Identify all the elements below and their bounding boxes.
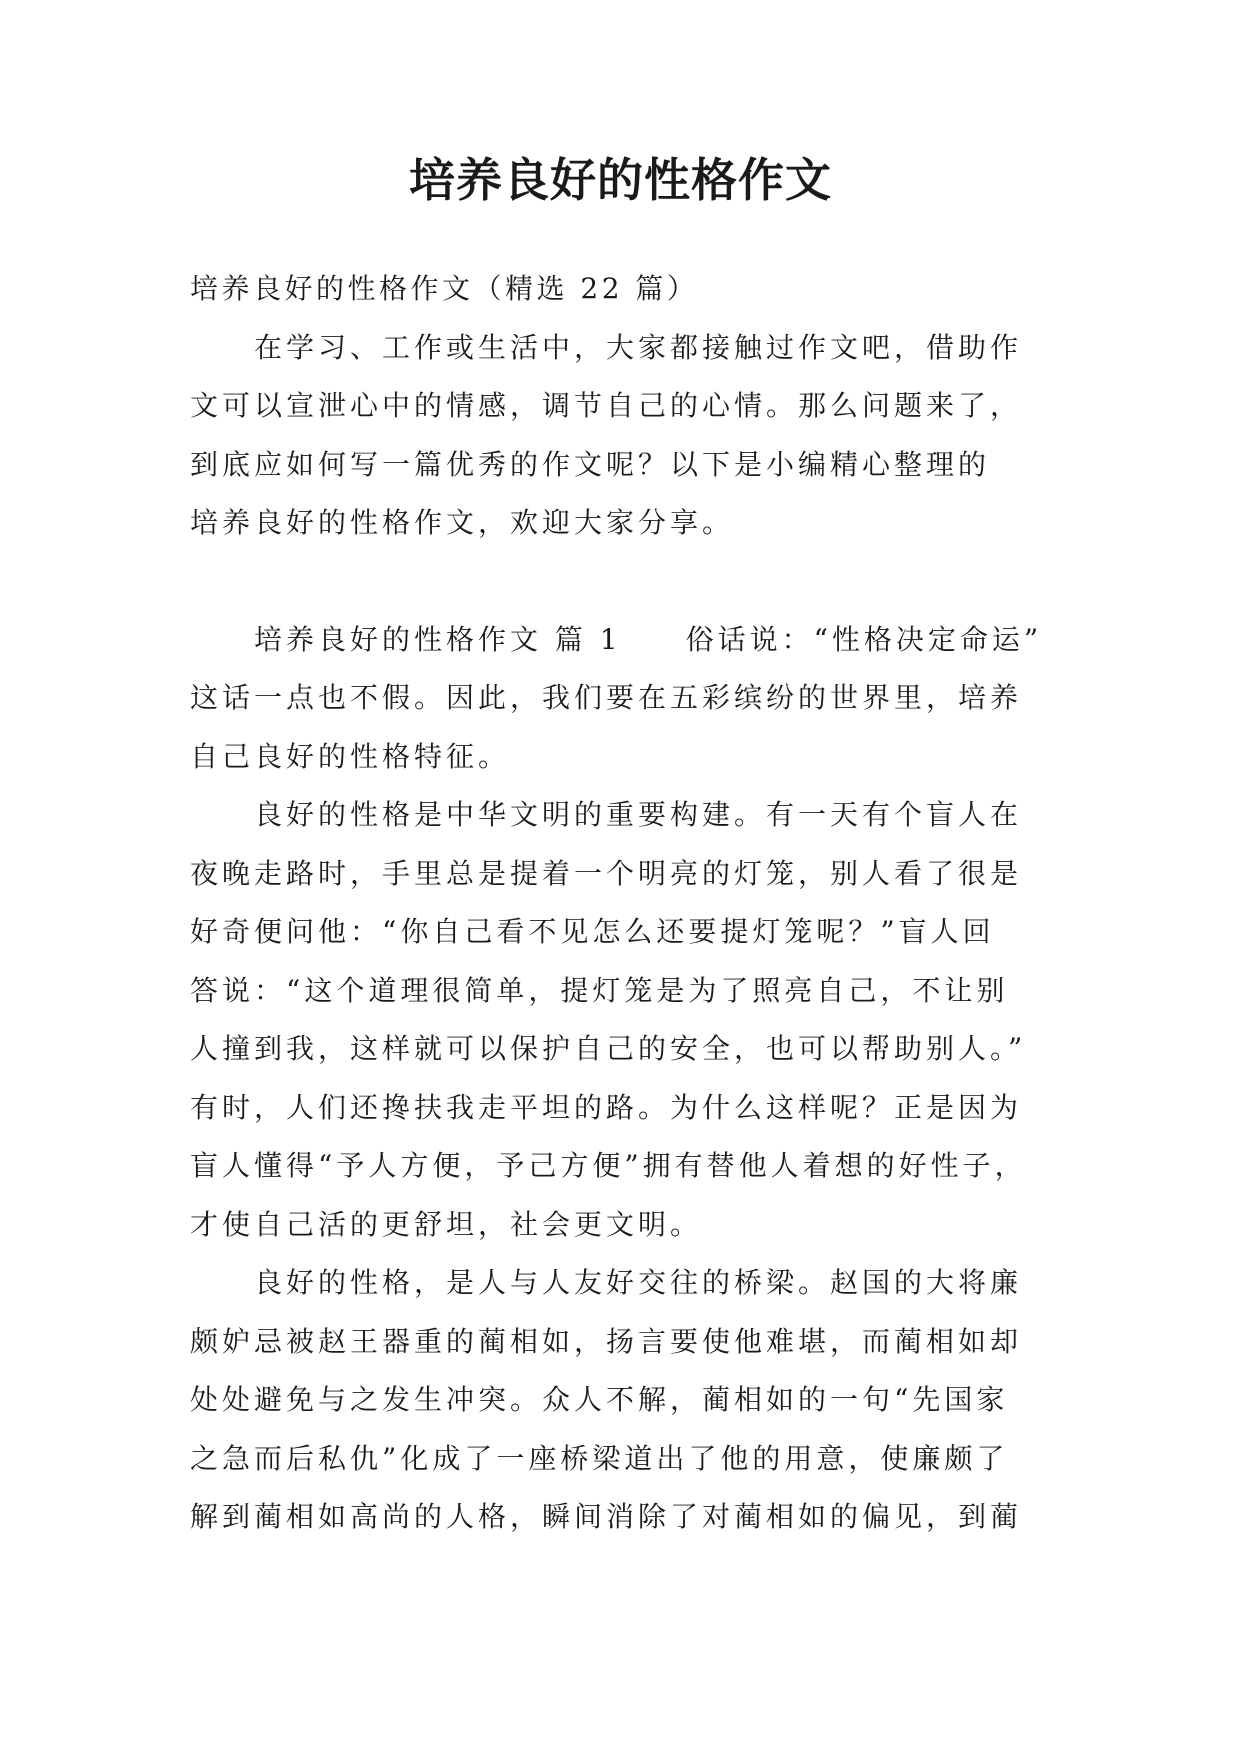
essay1-p2-line-3: 好奇便问他：“你自己看不见怎么还要提灯笼呢？”盲人回	[190, 915, 995, 948]
essay1-p2-line-8: 才使自己活的更舒坦，社会更文明。	[190, 1207, 703, 1241]
essay1-p1-line-3: 自己良好的性格特征。	[190, 739, 511, 773]
document-subtitle	[190, 260, 1056, 319]
paragraph-gap	[190, 553, 1056, 611]
intro-line-3: 到底应如何写一篇优秀的作文呢？以下是小编精心整理的	[190, 447, 991, 481]
essay1-p2-line-6: 有时，人们还搀扶我走平坦的路。为什么这样呢？正是因为	[190, 1090, 1023, 1124]
essay1-p2-line-7: 盲人懂得“予人方便，予己方便”拥有替他人着想的好性子，	[190, 1149, 1027, 1182]
essay1-p2-line-1: 良好的性格是中华文明的重要构建。有一天有个盲人在	[190, 798, 1023, 831]
essay1-p2-line-4: 答说：“这个道理很简单，提灯笼是为了照亮自己，不让别	[190, 973, 1009, 1007]
intro-paragraph	[190, 319, 1056, 553]
subtitle-line: 培养良好的性格作文（精选 22 篇）	[190, 272, 699, 305]
intro-line-2: 文可以宣泄心中的情感，调节自己的心情。那么问题来了，	[190, 389, 1023, 422]
essay1-p2-line-5: 人撞到我，这样就可以保护自己的安全，也可以帮助别人。”	[190, 1032, 1027, 1065]
essay1-p3-line-4: 之急而后私仇”化成了一座桥梁道出了他的用意，使廉颇了	[190, 1441, 1009, 1475]
document-body	[190, 260, 1056, 1547]
essay1-p3-line-3: 处处避免与之发生冲突。众人不解，蔺相如的一句“先国家	[190, 1383, 1009, 1416]
essay1-paragraph-1	[190, 611, 1056, 787]
intro-line-4: 培养良好的性格作文，欢迎大家分享。	[190, 506, 735, 539]
document-title: 培养良好的性格作文	[409, 153, 832, 207]
essay1-p3-line-2: 颇妒忌被赵王器重的蔺相如，扬言要使他难堪，而蔺相如却	[190, 1324, 1023, 1358]
essay1-paragraph-3	[190, 1254, 1056, 1547]
essay1-p1-line-2: 这话一点也不假。因此，我们要在五彩缤纷的世界里，培养	[190, 681, 1023, 714]
essay1-p1-line-1: 培养良好的性格作文 篇 1 俗话说：“性格决定命运”	[190, 622, 1043, 656]
essay1-paragraph-2	[190, 786, 1056, 1254]
essay1-p3-line-5: 解到蔺相如高尚的人格，瞬间消除了对蔺相如的偏见，到蔺	[190, 1500, 1023, 1533]
essay1-p3-line-1: 良好的性格，是人与人友好交往的桥梁。赵国的大将廉	[190, 1266, 1023, 1299]
essay1-p2-line-2: 夜晚走路时，手里总是提着一个明亮的灯笼，别人看了很是	[190, 856, 1023, 890]
intro-line-1: 在学习、工作或生活中，大家都接触过作文吧，借助作	[190, 330, 1023, 364]
